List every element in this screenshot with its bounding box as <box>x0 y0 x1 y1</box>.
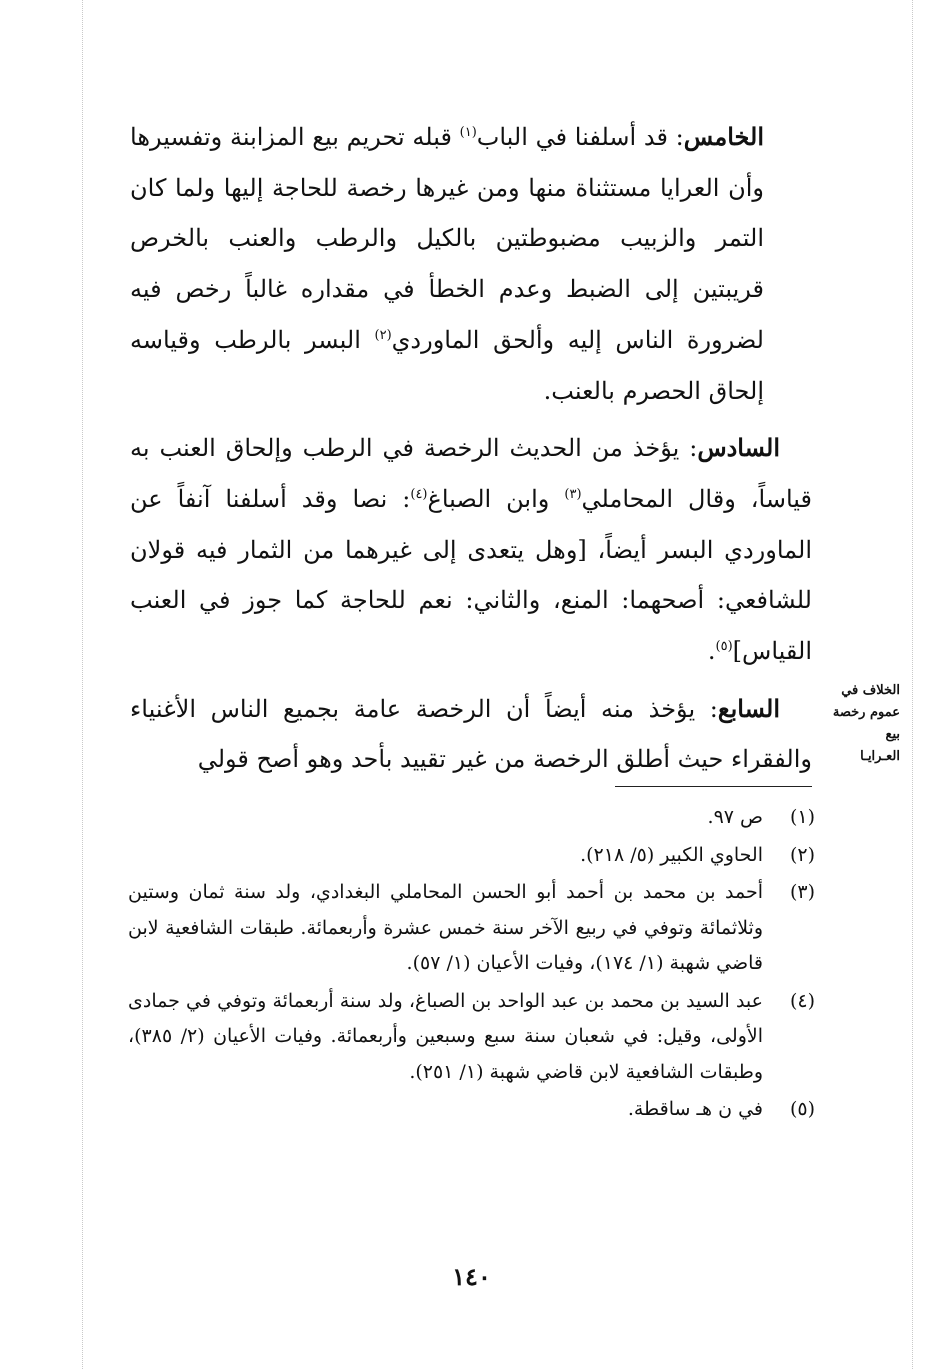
paragraph-text: : قد أسلفنا في الباب <box>476 123 684 151</box>
paragraph-text: : نصا وقد أسلفنا آنفاً عن الماوردي البسر أيضاً، [وهل يتعدى إلى غيرهما من الثمار فيه قولان للشافعي: أصحهما: المنع، والثاني: نعم للحاجة كما جوز في العنب القياس] <box>130 484 813 666</box>
paragraph-text: البسر بالرطب وقياسه إلحاق الحصرم بالعنب. <box>130 325 764 405</box>
footnote-text: عبد السيد بن محمد بن عبد الواحد بن الصباغ، ولد سنة أربعمائة وتوفي في جمادى الأولى، وقيل: في شعبان سنة سبع وسبعين وأربعمائة. وفيات الأعيان (٢/ ٣٨٥)، وطبقات الشافعية لابن قاضي شهبة (١/ ٢٥١). <box>128 989 763 1083</box>
footnote <box>128 875 815 982</box>
footnote-ref: (٥) <box>715 639 733 655</box>
paragraph-lead: الخامس <box>683 122 764 151</box>
footnote-number: (٣) <box>789 881 815 903</box>
footnote-ref: (٤) <box>410 486 428 502</box>
footnote-number: (٢) <box>789 843 815 866</box>
footnote-number: (٤) <box>789 989 815 1012</box>
footnote <box>128 1092 815 1128</box>
margin-note <box>820 680 900 768</box>
footnote <box>128 984 815 1091</box>
scan-dotted-line-left <box>82 0 83 1369</box>
scan-dotted-line-right <box>912 0 913 1369</box>
footnotes <box>128 800 815 1130</box>
margin-note-line: الخلاف في <box>841 683 900 698</box>
main-text <box>130 112 812 792</box>
paragraph-sixth <box>130 423 812 677</box>
paragraph-text: وابن الصباغ <box>427 484 565 513</box>
paragraph-fifth <box>130 112 812 416</box>
paragraph-text: : يؤخذ منه أيضاً أن الرخصة عامة بجميع الناس الأغنياء والفقراء حيث أطلق الرخصة من غير تقييد بأحد وهو أصح قولي <box>130 694 812 774</box>
paragraph-lead: السادس <box>697 433 780 463</box>
paragraph-text: قبله تحريم بيع المزابنة وتفسيرها وأن العرايا مستثناة منها ومن غيرها رخصة للحاجة إليها ولما كان التمر والزبيب مضبوطتين بالكيل والرطب والعنب بالخرص قريبتين إلى الضبط وعدم الخطأ في مقداره غالباً رخص فيه لضرورة الناس إليه وألحق الماوردي <box>130 123 764 354</box>
paragraph-text: : يؤخذ من الحديث الرخصة في الرطب وإلحاق العنب به قياساً، وقال المحاملي <box>130 434 812 513</box>
footnote-number: (٥) <box>789 1098 815 1120</box>
footnote-number: (١) <box>789 806 815 828</box>
margin-note-line: العـرايـا <box>860 749 900 764</box>
footnote-text: الحاوي الكبير (٥/ ٢١٨). <box>580 843 763 866</box>
footnote-text: في ن هـ ساقطة. <box>627 1098 763 1120</box>
footnote-ref: (٢) <box>374 327 392 343</box>
footnote-ref: (٣) <box>564 486 582 502</box>
footnote <box>128 800 815 836</box>
footnote-separator <box>615 786 812 787</box>
page-number: ١٤٠ <box>452 1262 491 1291</box>
footnote-ref: (١) <box>459 125 477 140</box>
paragraph-seventh <box>130 684 812 785</box>
paragraph-text: . <box>707 637 716 666</box>
footnote <box>128 838 815 874</box>
margin-note-line: عموم رخصة بيع <box>832 705 900 742</box>
footnote-text: ص ٩٧. <box>707 806 763 828</box>
footnote-text: أحمد بن محمد بن أحمد أبو الحسن المحاملي البغدادي، ولد سنة ثمان وستين وثلاثمائة وتوفي في ربيع الآخر سنة خمس عشرة وأربعمائة. طبقات الشافعية لابن قاضي شهبة (١/ ١٧٤)، وفيات الأعيان (١/ ٥٧). <box>128 881 763 974</box>
paragraph-lead: السابع <box>717 693 780 723</box>
